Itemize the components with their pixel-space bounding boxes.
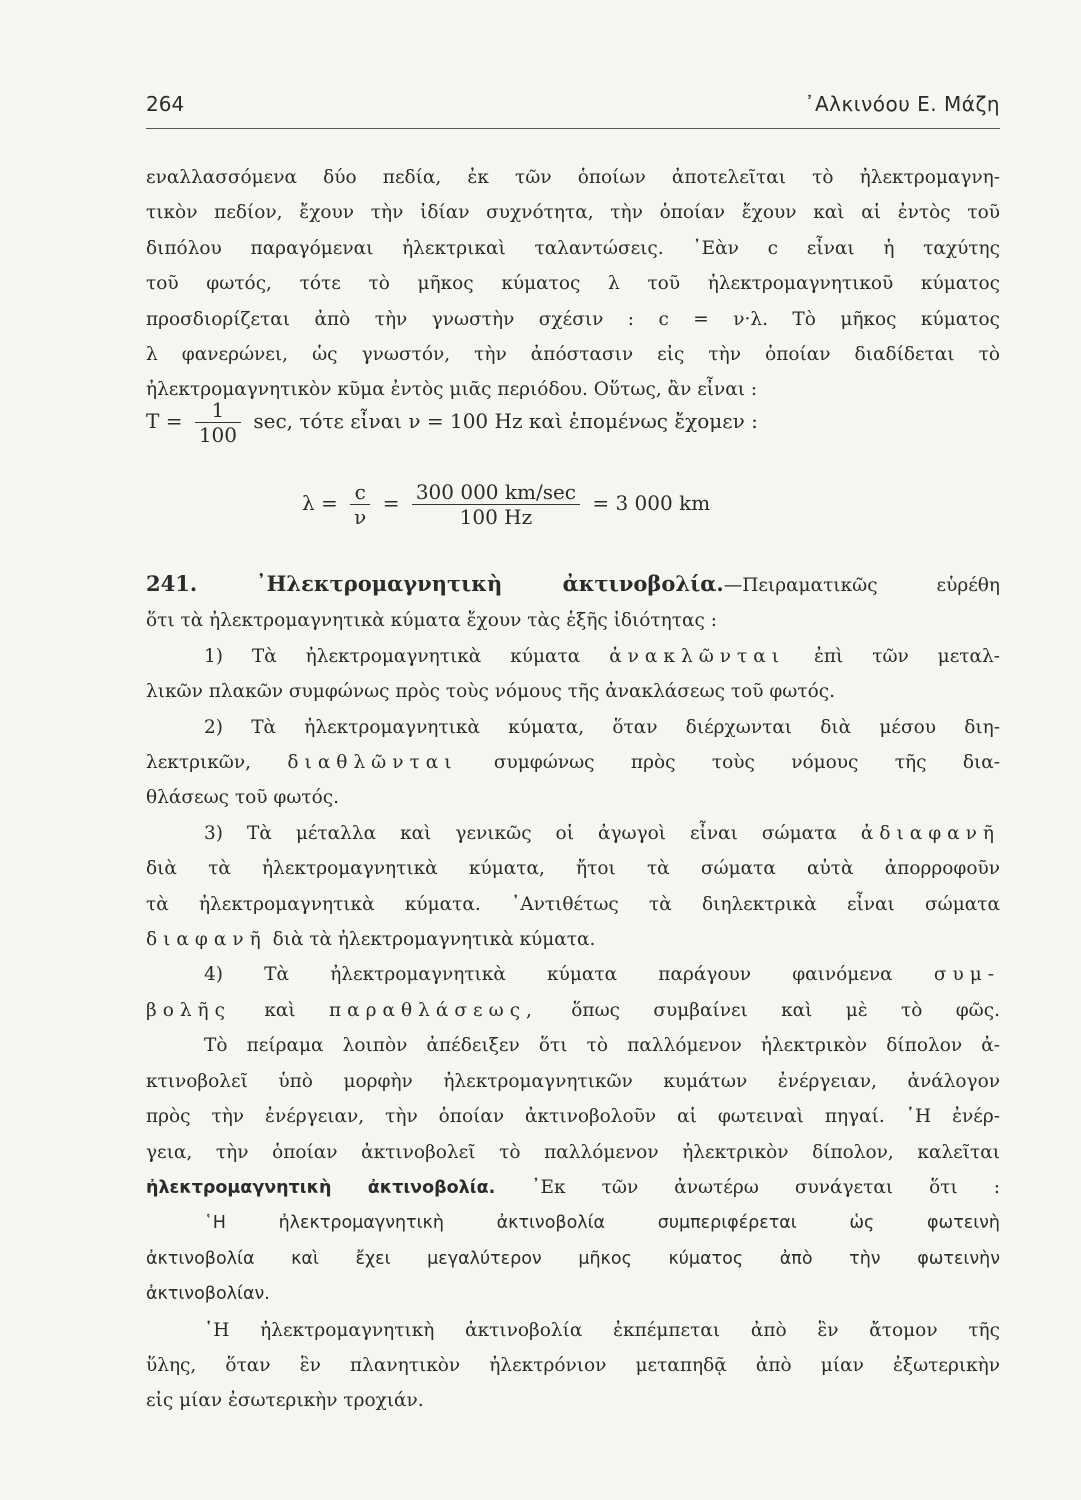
bold-term: ἠλεκτρομαγνητικὴ ἀκτινοβολία. — [146, 1177, 496, 1198]
text-line: τοῦ φωτός, τότε τὸ μῆκος κύματος λ τοῦ ἠλεκτρομαγνητικοῦ κύματος — [146, 273, 1000, 295]
fraction-denominator: ν — [354, 505, 367, 529]
text-run: 1) Τὰ ἠλεκτρομαγνητικὰ κύματα — [204, 645, 581, 667]
spaced-term: διαφανῆ — [146, 929, 267, 951]
text-line: γεια, τὴν ὁποίαν ἀκτινοβολεῖ τὸ παλλόμενον ἠλεκτρικὸν δίπολον, καλεῖται — [146, 1141, 1000, 1163]
text-line: ῾Η ἠλεκτρομαγνητικὴ ἀκτινοβολία ἐκπέμπεται ἀπὸ ἓν ἄτομον τῆς — [204, 1319, 1000, 1341]
text-line: προσδιορίζεται ἀπὸ τὴν γνωστὴν σχέσιν : c = ν·λ. Τὸ μῆκος κύματος — [146, 308, 1000, 330]
text-line — [146, 745, 1000, 780]
text-line — [146, 993, 1000, 1028]
page-number: 264 — [146, 92, 185, 116]
formula-equals: = — [382, 491, 400, 515]
section-title: ᾿Ηλεκτρομαγνητικὴ ἀκτινοβολία. — [256, 571, 724, 596]
list-item — [146, 639, 1000, 674]
list-item — [146, 957, 1000, 992]
spaced-term: βολῆς — [146, 999, 232, 1021]
text-run: 3) Τὰ μέταλλα καὶ γενικῶς οἱ ἀγωγοὶ εἶναι σώματα — [204, 822, 837, 844]
section-number: 241. — [146, 571, 198, 596]
text-run: λεκτρικῶν, — [146, 752, 252, 774]
text-run: ὅπως συμβαίνει καὶ μὲ τὸ φῶς. — [571, 999, 1001, 1021]
fraction — [412, 480, 580, 529]
formula-period — [146, 398, 758, 447]
text-line: εἰς μίαν ἐσωτερικὴν τροχιάν. — [146, 1390, 424, 1412]
section-heading-line — [146, 566, 1000, 603]
list-item: 2) Τὰ ἠλεκτρομαγνητικὰ κύματα, ὅταν διέρχωνται διὰ μέσου διη- — [204, 716, 1000, 738]
fraction-denominator: 100 Hz — [459, 505, 533, 529]
text-run: 4) Τὰ ἠλεκτρομαγνητικὰ κύματα παράγουν φαινόμενα — [204, 964, 893, 986]
page-header — [146, 92, 1000, 129]
fraction-numerator: 300 000 km/sec — [412, 480, 580, 505]
text-line: ἠλεκτρομαγνητικὸν κῦμα ἐντὸς μιᾶς περιόδου. Οὕτως, ἂν εἶναι : — [146, 379, 758, 401]
text-line: διὰ τὰ ἠλεκτρομαγνητικὰ κύματα, ἤτοι τὰ σώματα αὐτὰ ἀπορροφοῦν — [146, 858, 1000, 880]
running-head: ᾿Αλκινόου Ε. Μάζη — [804, 92, 1000, 116]
formula-wavelength — [302, 480, 710, 529]
spaced-term: διαθλῶνται — [287, 752, 458, 774]
text-line: εναλλασσόμενα δύο πεδία, ἐκ τῶν ὁποίων ἀποτελεῖται τὸ ἠλεκτρομαγνη- — [146, 167, 1000, 188]
conclusion-line: ῾Η ἠλεκτρομαγνητικὴ ἀκτινοβολία συμπεριφέρεται ὡς φωτεινὴ — [204, 1213, 1000, 1234]
list-item — [146, 816, 1000, 851]
text-line: διπόλου παραγόμεναι ἠλεκτρικαὶ ταλαντώσεις. ᾿Εὰν c εἶναι ἡ ταχύτης — [146, 237, 1000, 259]
formula-lhs: λ = — [302, 491, 338, 515]
text-run: καὶ — [264, 999, 296, 1021]
spaced-term: ἀδιαφανῆ — [860, 822, 1000, 844]
section-lead: —Πειραματικῶς εὑρέθη — [723, 575, 1000, 596]
fraction-numerator: c — [350, 480, 370, 505]
text-run: διὰ τὰ ἠλεκτρομαγνητικὰ κύματα. — [272, 929, 596, 951]
formula-result: = 3 000 km — [592, 491, 711, 515]
text-line: κτινοβολεῖ ὑπὸ μορφὴν ἠλεκτρομαγνητικῶν κυμάτων ἐνέργειαν, ἀνάλογον — [146, 1070, 1000, 1092]
text-run: ᾿Εκ τῶν ἀνωτέρω συνάγεται ὅτι : — [531, 1176, 1000, 1198]
conclusion-line: ἀκτινοβολίαν. — [146, 1284, 270, 1305]
text-line: ὕλης, ὅταν ἓν πλανητικὸν ἠλεκτρόνιον μεταπηδᾷ ἀπὸ μίαν ἐξωτερικὴν — [146, 1354, 1000, 1376]
formula-text: sec, τότε εἶναι ν = 100 Hz καὶ ἑπομένως ἔχομεν : — [253, 409, 758, 433]
text-line: τικὸν πεδίον, ἔχουν τὴν ἰδίαν συχνότητα, τὴν ὁποίαν ἔχουν καὶ αἱ ἐντὸς τοῦ — [146, 202, 1000, 224]
text-line: λικῶν πλακῶν συμφώνως πρὸς τοὺς νόμους τῆς ἀνακλάσεως τοῦ φωτός. — [146, 681, 835, 703]
spaced-term: συμ- — [933, 964, 1000, 986]
text-line: Τὸ πείραμα λοιπὸν ἀπέδειξεν ὅτι τὸ παλλόμενον ἠλεκτρικὸν δίπολον ἀ- — [204, 1035, 1000, 1057]
section-241 — [146, 566, 1000, 1419]
text-run: ἐπὶ τῶν μεταλ- — [813, 645, 1000, 667]
spaced-term: ἀνακλῶνται — [609, 645, 786, 667]
spaced-term: παραθλάσεως, — [329, 999, 538, 1021]
text-line: πρὸς τὴν ἐνέργειαν, τὴν ὁποίαν ἀκτινοβολοῦν αἱ φωτειναὶ πηγαί. ῾Η ἐνέρ- — [146, 1106, 1000, 1128]
fraction-denominator: 100 — [198, 423, 238, 447]
text-line: θλάσεως τοῦ φωτός. — [146, 787, 340, 809]
formula-lhs: T = — [146, 409, 183, 433]
fraction — [195, 398, 241, 447]
conclusion-line: ἀκτινοβολία καὶ ἔχει μεγαλύτερον μῆκος κύματος ἀπὸ τὴν φωτεινὴν — [146, 1248, 1000, 1269]
text-line: λ φανερώνει, ὡς γνωστόν, τὴν ἀπόστασιν εἰς τὴν ὁποίαν διαδίδεται τὸ — [146, 344, 1000, 366]
fraction — [350, 480, 370, 529]
intro-paragraph — [146, 160, 1000, 408]
fraction-numerator: 1 — [195, 398, 241, 423]
text-line — [146, 922, 1000, 957]
text-line: τὰ ἠλεκτρομαγνητικὰ κύματα. ᾿Αντιθέτως τὰ διηλεκτρικὰ εἶναι σώματα — [146, 893, 1000, 915]
text-line: ὅτι τὰ ἠλεκτρομαγνητικὰ κύματα ἔχουν τὰς ἑξῆς ἰδιότητας : — [146, 610, 717, 632]
text-run: συμφώνως πρὸς τοὺς νόμους τῆς δια- — [493, 752, 1000, 774]
text-line — [146, 1170, 1000, 1206]
